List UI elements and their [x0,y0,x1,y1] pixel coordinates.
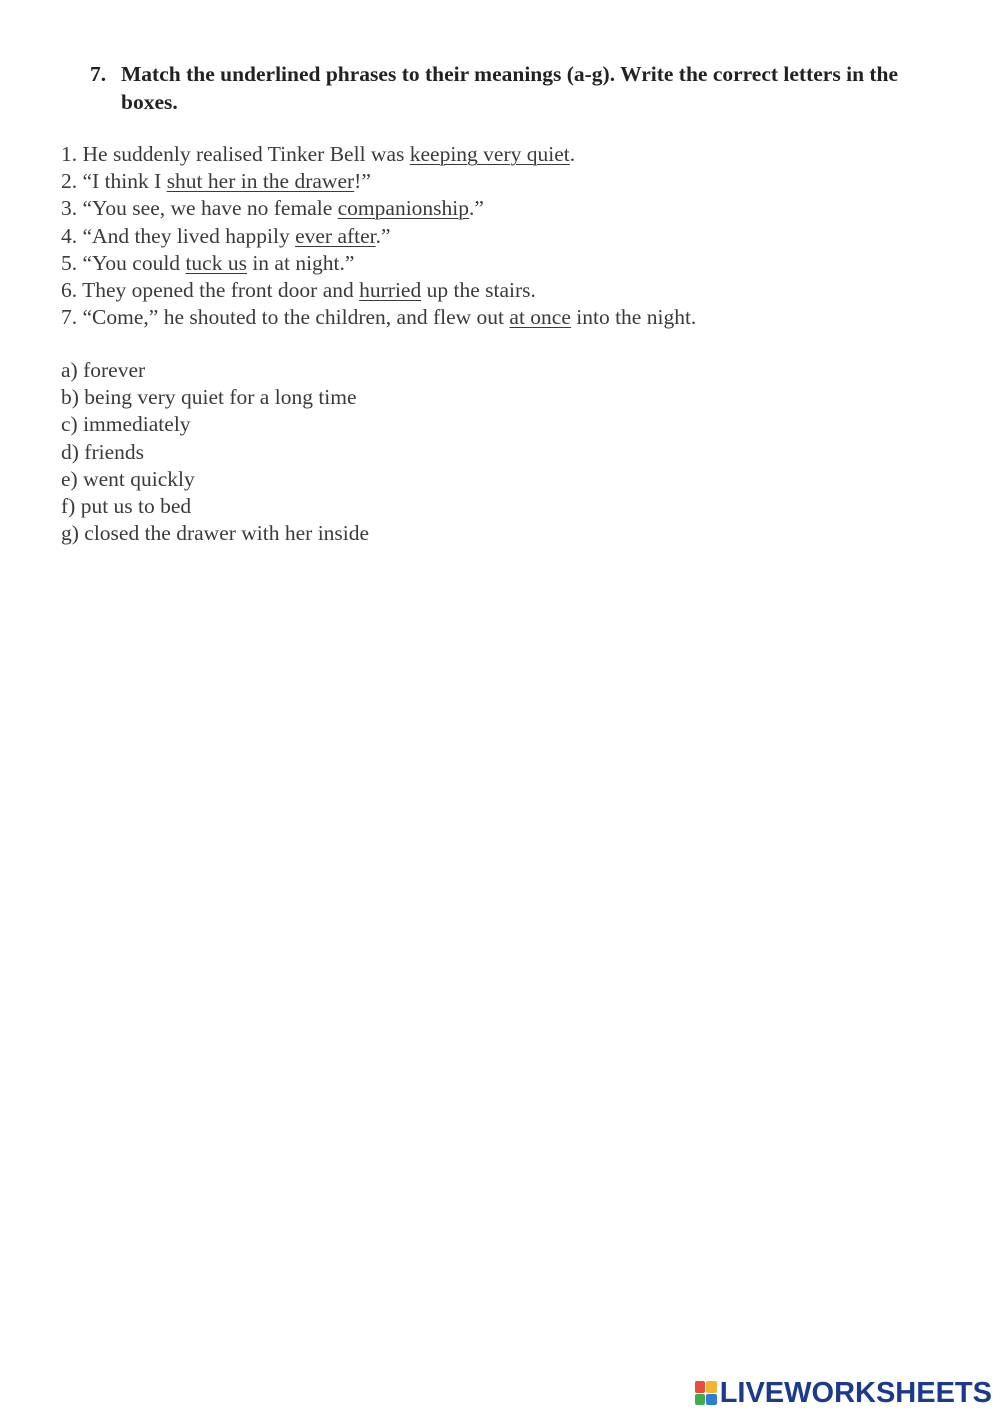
meaning-item: f) put us to bed [61,493,192,518]
meaning-item: c) immediately [61,412,191,437]
meaning-item: d) friends [61,439,144,464]
meaning-item: b) being very quiet for a long time [61,385,357,410]
logo-icon [695,1381,717,1405]
underlined-phrase: shut her in the drawer [166,169,355,194]
underlined-phrase: ever after [295,223,376,248]
sentence-text: !” [354,169,371,194]
meaning-item: e) went quickly [61,466,195,491]
meaning-list [61,357,369,547]
underlined-phrase: at once [509,305,571,330]
sentence-list [61,141,696,331]
sentence-item [61,250,696,277]
liveworksheets-logo [695,1376,992,1410]
exercise-number: 7. [90,62,107,86]
sentence-text: up the stairs. [421,277,536,302]
sentence-item [61,223,696,250]
sentence-item [61,195,696,222]
sentence-text: 2. “I think I [61,169,167,194]
sentence-text: . [569,142,576,166]
sentence-text: .” [375,223,391,248]
underlined-phrase: tuck us [185,250,247,275]
logo-square [695,1381,706,1393]
sentence-text: 1. He suddenly realised Tinker Bell was [61,142,410,166]
logo-text: LIVEWORKSHEETS [719,1377,992,1409]
sentence-item [61,304,696,331]
logo-square [706,1394,717,1406]
logo-square [706,1381,717,1393]
sentence-item [61,168,696,195]
sentence-text: into the night. [570,305,697,330]
sentence-item [61,141,696,168]
sentence-text: in at night.” [246,250,355,275]
sentence-text: 4. “And they lived happily [61,223,296,248]
exercise-instruction [90,60,950,116]
exercise-instruction-text: Match the underlined phrases to their meanings (a-g). Write the correct letters in the boxes. [121,62,899,114]
logo-square [695,1394,706,1406]
sentence-text: 3. “You see, we have no female [61,196,338,221]
underlined-phrase: hurried [359,277,422,302]
sentence-text: 7. “Come,” he shouted to the children, and flew out [61,305,510,330]
sentence-text: 5. “You could [61,250,186,275]
meaning-item: a) forever [61,358,146,382]
underlined-phrase: companionship [337,196,470,221]
meaning-item: g) closed the drawer with her inside [61,521,370,546]
sentence-text: 6. They opened the front door and [61,277,360,302]
sentence-text: .” [469,196,484,221]
sentence-item [61,277,696,304]
underlined-phrase: keeping very quiet [409,142,570,166]
